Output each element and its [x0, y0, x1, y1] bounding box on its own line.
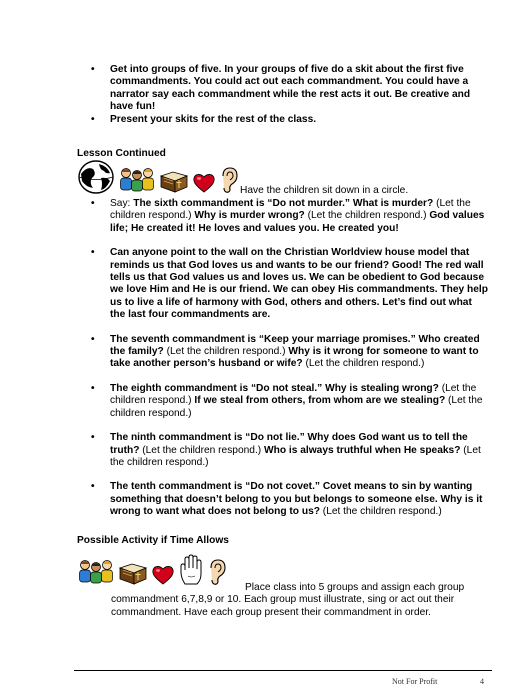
possible-activity-heading: Possible Activity if Time Allows	[77, 535, 229, 546]
bullet-text-segment: (Let the children respond.)	[304, 210, 430, 222]
globe-icon	[77, 160, 115, 198]
bullet-marker: •	[91, 113, 95, 125]
lesson-icon-row	[77, 160, 242, 198]
bullet-text-segment: Why is it wrong for someone to want to take another person’s husband or wife?	[110, 346, 479, 370]
bullet-item	[91, 198, 488, 235]
bullet-item	[91, 432, 488, 469]
bullet-text-segment: Can anyone point to the wall on the Christian Worldview house model that reminds us that God loves us and wants to be our friend? Good! The red wall tells us that God values us and loves us. We can be obedient to God because we love Him and He is our friend. We can obey His commandments. They help us to live a life of harmony with God, others and others. Let’s find out what the last four commandments are.	[110, 247, 488, 321]
bullet-text-segment: Why is murder wrong?	[194, 210, 305, 222]
bullet-text-segment: (Let the children respond.)	[319, 506, 442, 518]
heart-icon	[192, 172, 216, 198]
bullet-marker: •	[91, 247, 95, 259]
children-group-icon	[118, 166, 156, 198]
footer-rule	[74, 670, 492, 671]
bullet-text-segment: (Let the children respond.)	[163, 346, 289, 358]
top-bullet-list	[91, 64, 488, 126]
bullet-text-segment: The sixth commandment is “Do not murder.” What is murder?	[133, 198, 434, 209]
bullet-item	[91, 481, 488, 518]
bullet-text-segment: The eighth commandment is “Do not steal.” Why is stealing wrong?	[110, 382, 439, 394]
bullet-text-segment: (Let the children respond.)	[110, 382, 477, 407]
bullet-item	[91, 113, 488, 126]
bullet-text-segment: The seventh commandment is “Keep your marriage promises.” Who created the family?	[110, 333, 480, 358]
footer-note: Not For Profit	[392, 677, 438, 686]
lesson-instruction: Have the children sit down in a circle.	[240, 185, 409, 196]
bullet-text-segment: God values life; He created it! He loves and values you. He created you!	[110, 210, 485, 234]
bullet-marker: •	[91, 432, 95, 444]
bullet-text-segment: (Let the children respond.)	[302, 358, 425, 370]
bullet-text-segment: (Let the children respond.)	[139, 444, 265, 456]
bullet-text-segment: Present your skits for the rest of the class.	[110, 113, 317, 125]
lesson-bullet-list	[91, 198, 488, 519]
children-group-icon	[77, 558, 115, 590]
bullet-marker: •	[91, 64, 95, 75]
bullet-text-segment: Who is always truthful when He speaks?	[264, 444, 461, 456]
page-number: 4	[480, 677, 484, 686]
bullet-text-segment: (Let the children respond.)	[110, 444, 481, 468]
bullet-marker: •	[91, 481, 95, 493]
bullet-item	[91, 382, 488, 420]
bullet-item	[91, 247, 488, 321]
bullet-text-segment: The ninth commandment is “Do not lie.” Why does God want us to tell the truth?	[110, 432, 468, 456]
lesson-continued-heading: Lesson Continued	[77, 148, 166, 159]
bullet-marker: •	[91, 382, 95, 394]
ear-icon	[219, 166, 239, 198]
bullet-text-segment: (Let the children respond.)	[110, 395, 483, 419]
bullet-text-segment: (Let the children respond.)	[110, 198, 471, 222]
bullet-text-segment: If we steal from others, from whom are we stealing?	[194, 395, 446, 407]
bullet-text-segment: Get into groups of five. In your groups of five do a skit about the first five commandments. You could act out each commandment. You could have a narrator say each commandment while the rest acts it out. Be creative and have fun!	[110, 64, 471, 113]
bullet-marker: •	[91, 333, 95, 345]
bullet-item	[91, 333, 488, 371]
bullet-marker: •	[91, 198, 95, 209]
activity-text: Place class into 5 groups and assign each group commandment 6,7,8,9 or 10. Each group must illustrate, sing or act out their commandment. Have each group present their commandment in order.	[111, 582, 465, 618]
bible-icon	[159, 168, 189, 198]
bullet-item	[91, 64, 488, 114]
bullet-text-segment: Say:	[110, 198, 134, 209]
bullet-text-segment: The tenth commandment is “Do not covet.” Covet means to sin by wanting something that doesn’t belong to you but belongs to someone else. Why is it wrong to want what does not belong to us?	[110, 481, 483, 518]
